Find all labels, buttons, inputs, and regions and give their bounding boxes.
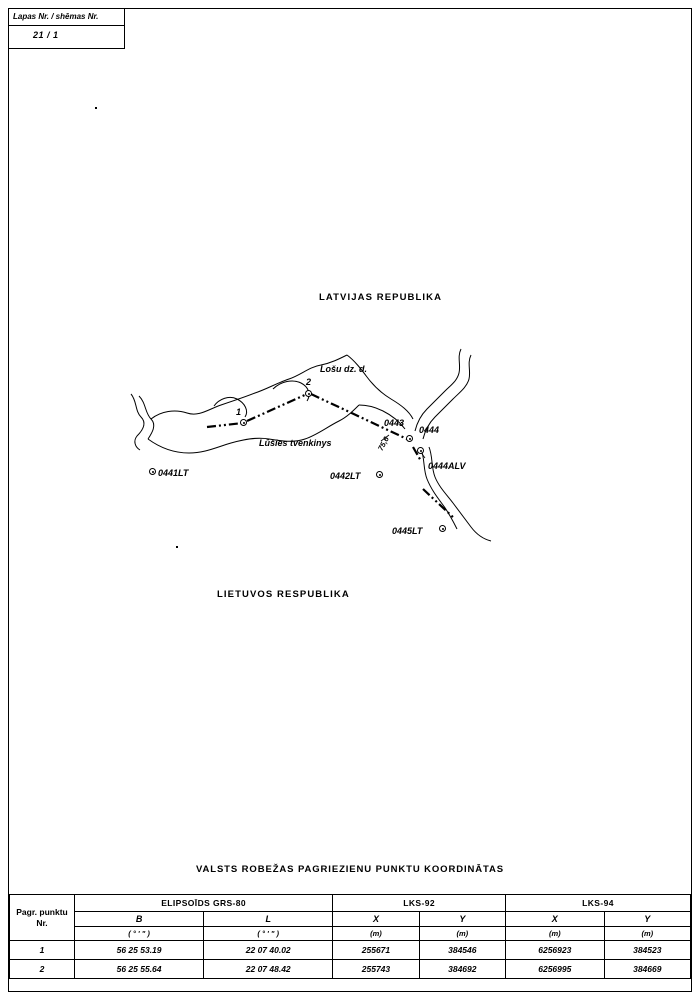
- cell-y92: 384692: [419, 960, 505, 979]
- sheet-number-box: [9, 9, 125, 49]
- table-row: [10, 960, 691, 979]
- column-group-ellipsoid: ELIPSOĪDS GRS-80: [75, 895, 333, 912]
- cell-l: 22 07 40.02: [204, 941, 333, 960]
- map-node-0445lt: [439, 525, 446, 532]
- map-node-2: [305, 390, 312, 397]
- document-page: [8, 8, 692, 992]
- column-group-lks94: LKS-94: [506, 895, 691, 912]
- country-label-lithuania: LIETUVOS RESPUBLIKA: [217, 589, 350, 600]
- point-label-2: 2: [306, 377, 312, 387]
- cell-y92: 384546: [419, 941, 505, 960]
- coordinates-table: [9, 894, 691, 979]
- cell-point-nr: 2: [10, 960, 75, 979]
- point-label-0445lt: 0445LT: [392, 526, 423, 536]
- cell-b: 56 25 53.19: [75, 941, 204, 960]
- map-area: [9, 49, 691, 859]
- column-header-x94: X: [506, 912, 605, 927]
- cell-point-nr: 1: [10, 941, 75, 960]
- map-node-0443: [406, 435, 413, 442]
- map-node-0441lt: [149, 468, 156, 475]
- point-label-0444alv: 0444ALV: [428, 461, 466, 471]
- column-unit-x94: (m): [506, 927, 605, 941]
- sheet-box-divider: [9, 25, 124, 26]
- coordinates-table-title: VALSTS ROBEŽAS PAGRIEZIENU PUNKTU KOORDINĀTAS: [195, 864, 505, 875]
- column-header-x92: X: [333, 912, 419, 927]
- column-unit-y94: (m): [604, 927, 690, 941]
- cell-x92: 255743: [333, 960, 419, 979]
- cell-x94: 6256995: [506, 960, 605, 979]
- column-group-lks92: LKS-92: [333, 895, 506, 912]
- column-header-point-nr: Pagr. punktu Nr.: [10, 895, 75, 941]
- column-unit-b: ( ° ' " ): [75, 927, 204, 941]
- table-header-groups: [10, 895, 691, 912]
- table-row: [10, 941, 691, 960]
- table-header-names: [10, 912, 691, 927]
- map-node-0442lt: [376, 471, 383, 478]
- cell-y94: 384523: [604, 941, 690, 960]
- cell-x92: 255671: [333, 941, 419, 960]
- map-drawing: [9, 49, 691, 859]
- column-header-l: L: [204, 912, 333, 927]
- cell-y94: 384669: [604, 960, 690, 979]
- ink-speck: [95, 107, 97, 109]
- feature-label-losu-dz-d: Lošu dz. d.: [320, 364, 367, 374]
- point-label-0442lt: 0442LT: [330, 471, 361, 481]
- point-label-0443: 0443: [384, 418, 405, 428]
- column-header-y94: Y: [604, 912, 690, 927]
- point-label-0444: 0444: [419, 425, 440, 435]
- map-node-0444alv: [417, 447, 424, 454]
- column-unit-l: ( ° ' " ): [204, 927, 333, 941]
- map-node-1: [240, 419, 247, 426]
- sheet-number-label: Lapas Nr. / shēmas Nr.: [13, 12, 99, 21]
- column-header-b: B: [75, 912, 204, 927]
- cell-b: 56 25 55.64: [75, 960, 204, 979]
- point-label-0441lt: 0441LT: [158, 468, 189, 478]
- ink-speck: [176, 546, 178, 548]
- table-header-units: [10, 927, 691, 941]
- sheet-number-value: 21 / 1: [33, 30, 59, 40]
- country-label-latvia: LATVIJAS REPUBLIKA: [319, 292, 443, 303]
- column-unit-y92: (m): [419, 927, 505, 941]
- column-unit-x92: (m): [333, 927, 419, 941]
- point-label-1: 1: [236, 407, 242, 417]
- distance-label: 75,6: [376, 435, 391, 453]
- column-header-y92: Y: [419, 912, 505, 927]
- feature-label-lusies-tvenkinys: Lūšies tvenkinys: [259, 438, 332, 448]
- cell-x94: 6256923: [506, 941, 605, 960]
- cell-l: 22 07 48.42: [204, 960, 333, 979]
